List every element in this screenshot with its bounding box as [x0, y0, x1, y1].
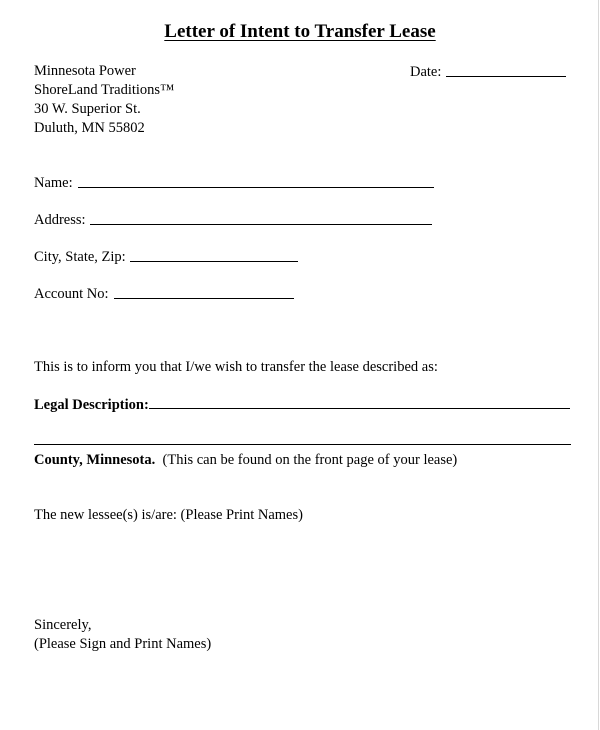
account-number-field[interactable] [114, 298, 294, 299]
document-title: Letter of Intent to Transfer Lease [164, 21, 436, 42]
closing-sign-note: (Please Sign and Print Names) [34, 636, 212, 652]
account-number-label: Account No: [34, 286, 109, 302]
county-note: (This can be found on the front page of your lease) [162, 452, 458, 468]
recipient-line-3: 30 W. Superior St. [34, 101, 141, 117]
date-label: Date: [410, 64, 442, 80]
new-lessee-text: The new lessee(s) is/are: (Please Print Names) [34, 507, 303, 523]
city-state-zip-label: City, State, Zip: [34, 249, 126, 265]
name-label: Name: [34, 175, 73, 191]
address-label: Address: [34, 212, 86, 228]
county-label: County, Minnesota. [34, 452, 156, 468]
closing-sincerely: Sincerely, [34, 617, 92, 633]
name-field[interactable] [78, 187, 434, 188]
date-field[interactable] [446, 76, 566, 77]
recipient-line-1: Minnesota Power [34, 63, 136, 79]
recipient-line-4: Duluth, MN 55802 [34, 120, 145, 136]
address-field[interactable] [90, 224, 432, 225]
legal-description-label: Legal Description: [34, 397, 149, 413]
intro-text: This is to inform you that I/we wish to transfer the lease described as: [34, 359, 438, 375]
recipient-line-2: ShoreLand Traditions™ [34, 82, 175, 98]
legal-description-field-line-2[interactable] [34, 444, 571, 445]
city-state-zip-field[interactable] [130, 261, 298, 262]
legal-description-field[interactable] [149, 408, 570, 409]
county-line [34, 451, 457, 469]
